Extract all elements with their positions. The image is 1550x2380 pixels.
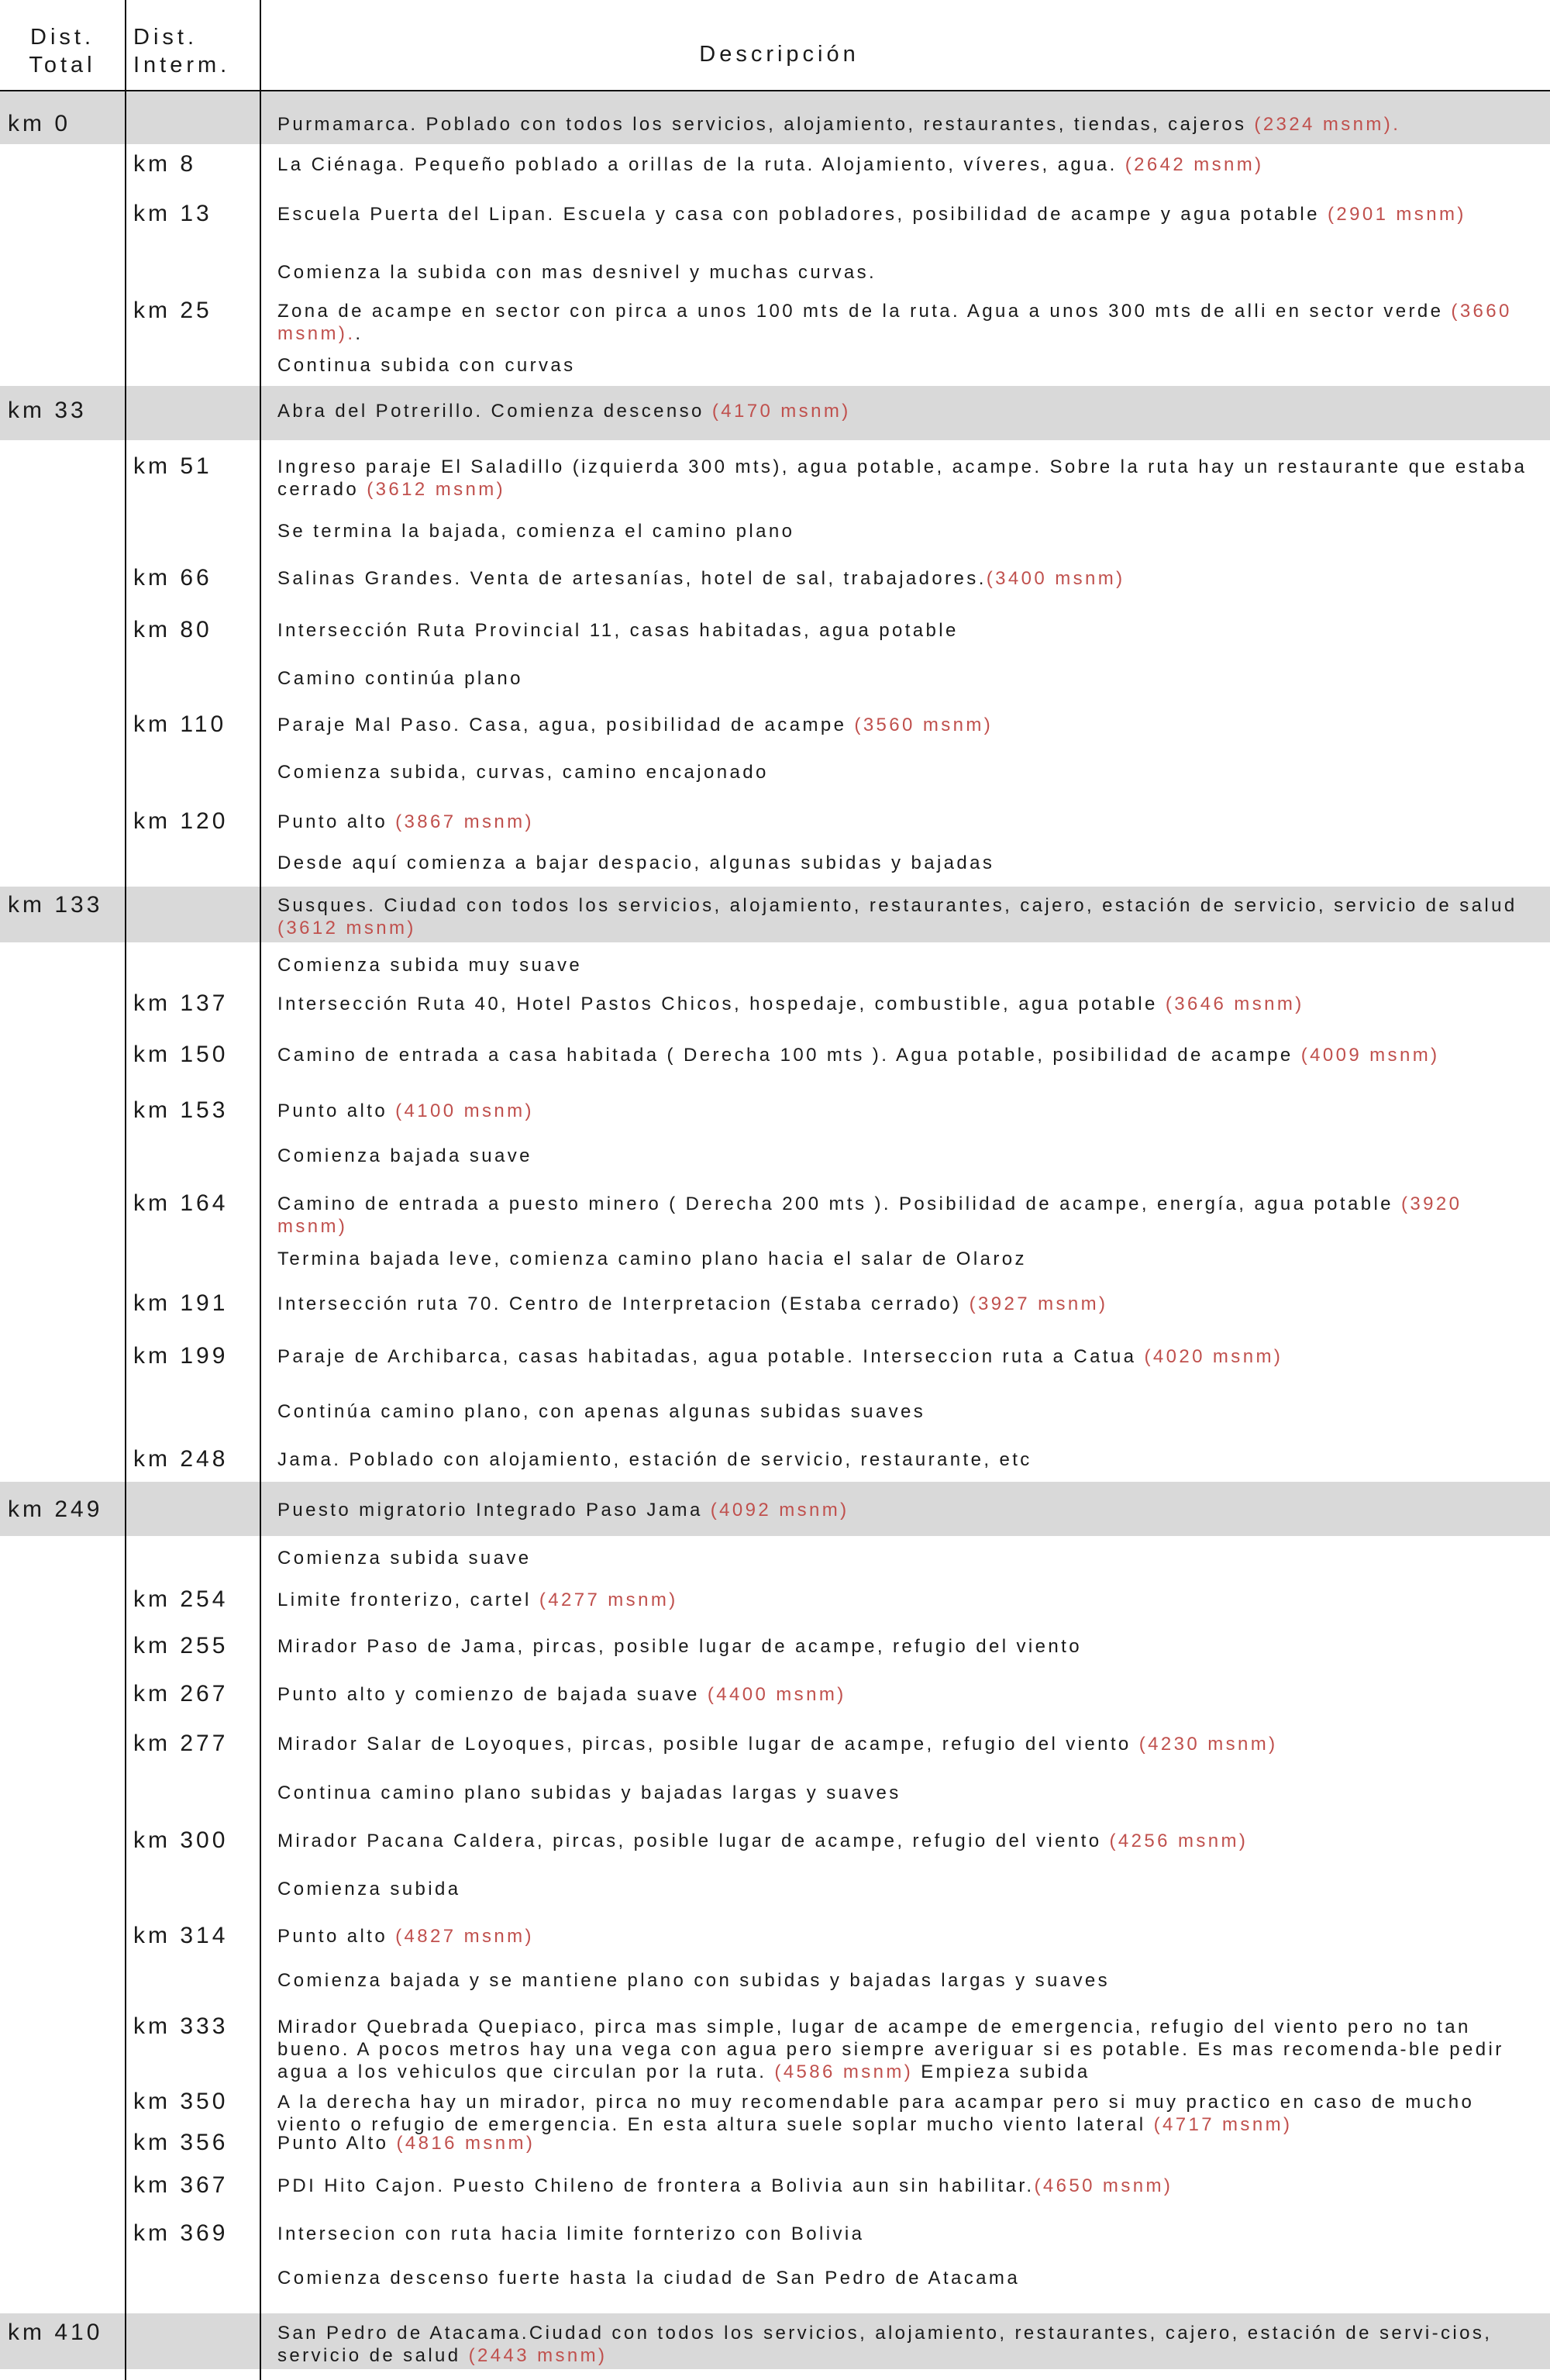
description-text: Comienza subida suave [277, 1548, 532, 1569]
dist-interm: km 8 [133, 151, 197, 177]
description [277, 619, 1533, 642]
dist-interm: km 367 [133, 2172, 229, 2198]
altitude: (3612 msnm) [367, 479, 506, 500]
altitude: (4400 msnm) [707, 1684, 846, 1705]
altitude: (3867 msnm) [395, 811, 534, 832]
description-text: Intersección Ruta 40, Hotel Pastos Chicos, hospedaje, combustible, agua potable [277, 994, 1166, 1014]
description [277, 1400, 1533, 1423]
altitude: (4650 msnm) [1034, 2175, 1173, 2196]
description [277, 1925, 1533, 1948]
description-text: Jama. Poblado con alojamiento, estación de servicio, restaurante, etc [277, 1449, 1032, 1470]
description [277, 1448, 1533, 1471]
column-divider-1 [125, 0, 126, 2380]
description-text: Comienza bajada suave [277, 1145, 532, 1166]
description-text: Comienza subida [277, 1879, 461, 1900]
altitude: (4586 msnm) [774, 2061, 914, 2082]
description-text: Comienza descenso fuerte hasta la ciudad de San Pedro de Atacama [277, 2268, 1021, 2289]
altitude: (2642 msnm) [1125, 154, 1264, 175]
dist-interm: km 191 [133, 1290, 229, 1316]
header-divider [0, 90, 1550, 91]
description [277, 261, 1533, 284]
description [277, 1044, 1533, 1066]
description [277, 852, 1533, 874]
description-text: Mirador Quebrada Quepiaco, pirca mas simple, lugar de acampe de emergencia, refugio del viento pero no tan bueno. A pocos metros hay una vega con agua pero siempre averiguar si es potable. Es mas recomenda-ble pedir agua a los vehiculos que circulan por la ruta. [277, 2017, 1504, 2082]
description [277, 1145, 1533, 1167]
altitude: (3660 msnm). [277, 301, 1512, 344]
description-text: Escuela Puerta del Lipan. Escuela y casa con pobladores, posibilidad de acampe y agua potable [277, 204, 1328, 225]
description-text: PDI Hito Cajon. Puesto Chileno de frontera a Bolivia aun sin habilitar. [277, 2175, 1035, 2196]
description-text: Punto alto [277, 1100, 396, 1121]
description [277, 1683, 1533, 1706]
dist-interm: km 255 [133, 1633, 229, 1658]
description-text: Limite fronterizo, cartel [277, 1590, 539, 1610]
description [277, 954, 1533, 976]
dist-interm: km 164 [133, 1190, 229, 1216]
description-text: Mirador Salar de Loyoques, pircas, posible lugar de acampe, refugio del viento [277, 1734, 1139, 1755]
dist-interm: km 153 [133, 1097, 229, 1123]
description-text: La Ciénaga. Pequeño poblado a orillas de la ruta. Alojamiento, víveres, agua. [277, 154, 1125, 175]
description-text: Comienza la subida con mas desnivel y muchas curvas. [277, 262, 877, 283]
dist-total: km 0 [8, 111, 71, 136]
description [277, 667, 1533, 690]
description-text: Mirador Paso de Jama, pircas, posible lugar de acampe, refugio del viento [277, 1636, 1082, 1657]
description-text: Comienza bajada y se mantiene plano con subidas y bajadas largas y suaves [277, 1970, 1111, 1991]
description [277, 1969, 1533, 1992]
description [277, 354, 1533, 377]
description-text: Ingreso paraje El Saladillo (izquierda 300 mts), agua potable, acampe. Sobre la ruta hay un restaurante que estaba cerrado [277, 456, 1528, 500]
header-interm: Dist. Interm. [133, 25, 231, 77]
dist-interm: km 267 [133, 1681, 229, 1707]
dist-interm: km 254 [133, 1586, 229, 1612]
description [277, 1635, 1533, 1658]
description-text: Susques. Ciudad con todos los servicios, alojamiento, restaurantes, cajero, estación de servicio, servicio de salud [277, 895, 1517, 916]
description-text: Termina bajada leve, comienza camino plano hacia el salar de Olaroz [277, 1249, 1027, 1269]
description [277, 2132, 1533, 2154]
description [277, 300, 1533, 345]
description [277, 153, 1533, 176]
description-text: Punto alto [277, 811, 396, 832]
altitude: (3400 msnm) [986, 568, 1125, 589]
dist-interm: km 314 [133, 1923, 229, 1948]
description-text: A la derecha hay un mirador, pirca no muy recomendable para acampar pero si muy practico en caso de mucho viento o refugio de emergencia. En esta altura suele soplar mucho viento lateral [277, 2092, 1475, 2135]
altitude: (4256 msnm) [1109, 1831, 1249, 1851]
dist-interm: km 300 [133, 1827, 229, 1853]
header-total: Dist. Total [29, 25, 96, 77]
description-text: San Pedro de Atacama.Ciudad con todos los servicios, alojamiento, restaurantes, cajero, estación de servi-cios, servicio de salud [277, 2323, 1493, 2366]
description-text: Desde aquí comienza a bajar despacio, algunas subidas y bajadas [277, 852, 995, 873]
description-text: Abra del Potrerillo. Comienza descenso [277, 401, 712, 422]
dist-interm: km 199 [133, 1343, 229, 1369]
description [277, 1547, 1533, 1569]
altitude: (3560 msnm) [854, 715, 994, 735]
dist-total: km 410 [8, 2320, 103, 2345]
dist-interm: km 369 [133, 2220, 229, 2246]
dist-interm: km 248 [133, 1446, 229, 1472]
dist-interm: km 120 [133, 808, 229, 834]
description-suffix: . [355, 323, 363, 344]
description-text: Camino de entrada a puesto minero ( Derecha 200 mts ). Posibilidad de acampe, energía, agua potable [277, 1193, 1401, 1214]
altitude: (2443 msnm) [468, 2345, 608, 2366]
description-text: Intersección Ruta Provincial 11, casas habitadas, agua potable [277, 620, 959, 641]
description [277, 1733, 1533, 1755]
description [277, 1193, 1533, 1238]
description-text: Puesto migratorio Integrado Paso Jama [277, 1500, 711, 1521]
description-text: Continua subida con curvas [277, 355, 576, 376]
dist-total: km 33 [8, 398, 87, 423]
dist-interm: km 110 [133, 711, 227, 737]
description [277, 1345, 1533, 1368]
altitude: (2324 msnm). [1254, 114, 1401, 135]
dist-interm: km 80 [133, 617, 212, 642]
description-text: Punto alto [277, 1926, 396, 1947]
altitude: (3612 msnm) [277, 918, 416, 939]
description [277, 1499, 1533, 1521]
altitude: (3646 msnm) [1165, 994, 1304, 1014]
column-divider-2 [260, 0, 261, 2380]
description [277, 1248, 1533, 1270]
altitude: (4816 msnm) [396, 2133, 536, 2154]
description-text: Continúa camino plano, con apenas algunas subidas suaves [277, 1401, 926, 1422]
altitude: (4230 msnm) [1138, 1734, 1278, 1755]
description [277, 456, 1533, 501]
description-text: Mirador Pacana Caldera, pircas, posible lugar de acampe, refugio del viento [277, 1831, 1110, 1851]
dist-interm: km 66 [133, 565, 212, 591]
altitude: (4277 msnm) [539, 1590, 678, 1610]
description-text: Zona de acampe en sector con pirca a unos 100 mts de la ruta. Agua a unos 300 mts de alli en sector verde [277, 301, 1452, 322]
description [277, 1100, 1533, 1122]
description [277, 2016, 1533, 2083]
altitude: (4827 msnm) [395, 1926, 534, 1947]
dist-interm: km 137 [133, 990, 229, 1016]
dist-interm: km 356 [133, 2130, 229, 2155]
description [277, 1589, 1533, 1611]
description-text: Paraje Mal Paso. Casa, agua, posibilidad de acampe [277, 715, 855, 735]
description-text: Salinas Grandes. Venta de artesanías, hotel de sal, trabajadores. [277, 568, 987, 589]
description-text: Paraje de Archibarca, casas habitadas, agua potable. Interseccion ruta a Catua [277, 1346, 1145, 1367]
description-text: Camino de entrada a casa habitada ( Derecha 100 mts ). Agua potable, posibilidad de acampe [277, 1045, 1301, 1066]
description [277, 2267, 1533, 2289]
dist-total: km 133 [8, 892, 103, 918]
altitude: (4717 msnm) [1153, 2114, 1293, 2135]
description [277, 203, 1533, 226]
description [277, 113, 1533, 136]
dist-interm: km 13 [133, 201, 212, 226]
description [277, 400, 1533, 422]
altitude: (2901 msnm) [1327, 204, 1466, 225]
description [277, 1830, 1533, 1852]
description-text: Continua camino plano subidas y bajadas largas y suaves [277, 1782, 901, 1803]
altitude: (4170 msnm) [711, 401, 851, 422]
description [277, 1782, 1533, 1804]
dist-interm: km 350 [133, 2089, 229, 2114]
description [277, 567, 1533, 590]
description [277, 894, 1533, 939]
description [277, 2175, 1533, 2197]
description-text: Se termina la bajada, comienza el camino plano [277, 521, 795, 542]
description [277, 520, 1533, 542]
description [277, 811, 1533, 833]
description-text: Purmamarca. Poblado con todos los servicios, alojamiento, restaurantes, tiendas, cajeros [277, 114, 1255, 135]
altitude: (4020 msnm) [1144, 1346, 1283, 1367]
dist-interm: km 150 [133, 1042, 229, 1067]
altitude: (4100 msnm) [395, 1100, 534, 1121]
description-text: Intersección ruta 70. Centro de Interpretacion (Estaba cerrado) [277, 1293, 970, 1314]
altitude: (3920 msnm) [277, 1193, 1462, 1237]
description [277, 2223, 1533, 2245]
description-text: Intersecion con ruta hacia limite fornterizo con Bolivia [277, 2223, 865, 2244]
description-text: Punto Alto [277, 2133, 397, 2154]
dist-interm: km 333 [133, 2013, 229, 2039]
dist-interm: km 51 [133, 453, 212, 479]
description [277, 1293, 1533, 1315]
description [277, 1878, 1533, 1900]
description [277, 2091, 1533, 2136]
description-text: Punto alto y comienzo de bajada suave [277, 1684, 708, 1705]
dist-total: km 249 [8, 1497, 103, 1522]
description [277, 761, 1533, 784]
altitude: (4092 msnm) [710, 1500, 849, 1521]
description-text: Camino continúa plano [277, 668, 523, 689]
altitude: (3927 msnm) [969, 1293, 1108, 1314]
description [277, 993, 1533, 1015]
description [277, 714, 1533, 736]
dist-interm: km 25 [133, 298, 212, 323]
description [277, 2322, 1533, 2367]
description-text: Comienza subida muy suave [277, 955, 583, 976]
header-description: Descripción [699, 42, 859, 67]
dist-interm: km 277 [133, 1731, 229, 1756]
description-text: Comienza subida, curvas, camino encajonado [277, 762, 769, 783]
altitude: (4009 msnm) [1300, 1045, 1440, 1066]
description-suffix: Empieza subida [913, 2061, 1090, 2082]
